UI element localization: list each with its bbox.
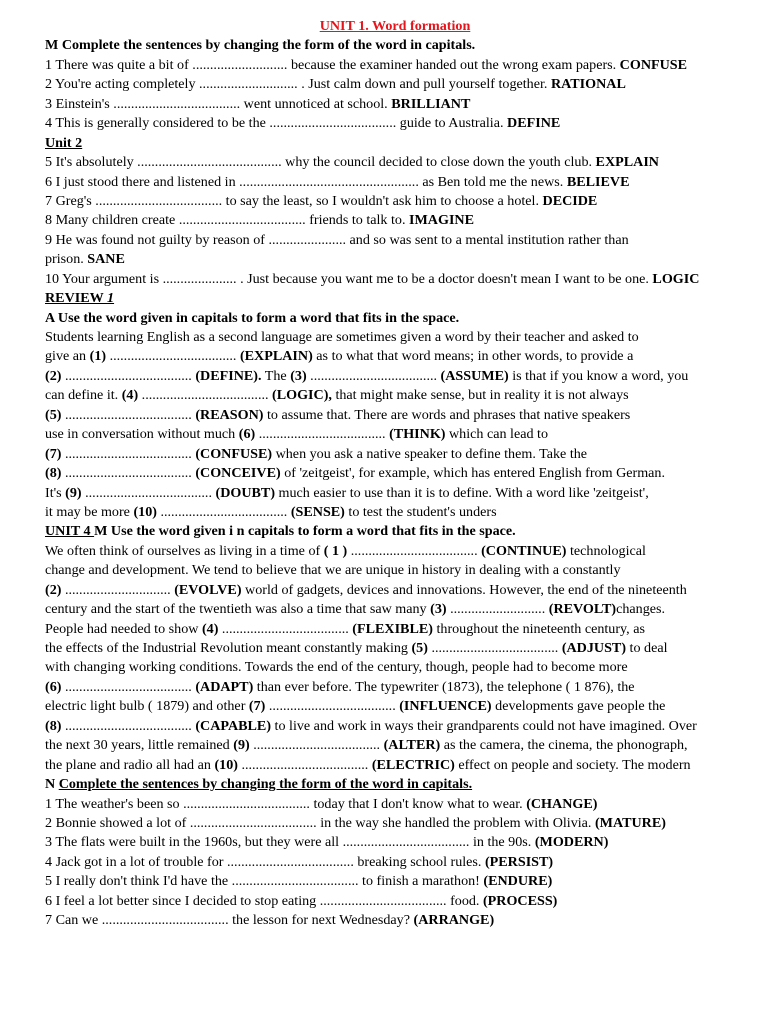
text-segment: .................................... <box>61 717 196 734</box>
text-segment: it may be more <box>45 503 134 520</box>
bold-text: (9) <box>65 484 82 501</box>
text-segment: use in conversation without much <box>45 426 239 443</box>
text-segment: of 'zeitgeist', for example, which has entered English from German. <box>280 465 665 482</box>
text-segment: 1 The weather's been so .................................... today that I don't know what to wear. <box>45 795 527 812</box>
text-segment: People had needed to show <box>45 620 202 637</box>
text-segment: .................................... <box>249 737 384 754</box>
text-segment: 4 Jack got in a lot of trouble for .................................... breaking school rules. <box>45 853 485 870</box>
bold-text: (8) <box>45 465 62 482</box>
passage-line <box>45 620 745 639</box>
text-segment: .................................... <box>237 756 372 773</box>
page-title: UNIT 1. Word formation <box>319 18 471 34</box>
bold-text: (DOUBT) <box>215 484 276 501</box>
bold-text: LOGIC <box>652 270 700 287</box>
text-segment: can define it. <box>45 387 122 404</box>
text-segment: 8 Many children create .................................... friends to talk to. <box>45 212 410 229</box>
bold-text: (CAPABLE) <box>195 717 272 734</box>
text-segment: 3 Einstein's .................................... went unnoticed at school. <box>45 95 392 112</box>
passage-line <box>45 697 745 716</box>
bold-text: (CHANGE) <box>526 795 598 812</box>
text-segment: REVIEW <box>45 290 108 307</box>
exercise-item <box>45 814 745 833</box>
bold-text: A Use the word given in capitals to form a word that fits in the space. <box>45 309 460 326</box>
text-segment: Unit 2 <box>45 134 83 151</box>
text-segment: 5 I really don't think I'd have the .................................... to finish a marathon! <box>45 873 484 890</box>
exercise-item <box>45 911 745 930</box>
passage-line <box>45 658 745 677</box>
bold-text: ( 1 ) <box>323 542 348 559</box>
bold-text: (5) <box>45 406 62 423</box>
text-segment: .................................... <box>106 348 240 365</box>
bold-text: (CONTINUE) <box>481 542 567 559</box>
unit4-heading <box>45 522 745 541</box>
bold-text: (PERSIST) <box>484 853 554 870</box>
text-segment: when you ask a native speaker to define them. Take the <box>272 445 588 462</box>
passage-line <box>45 484 745 503</box>
text-segment: 6 I feel a lot better since I decided to stop eating .................................... food. <box>45 892 483 909</box>
exercise-item <box>45 853 745 872</box>
text-segment: 6 I just stood there and listened in ................................................... as Ben told me the news. <box>45 173 567 190</box>
section-m-heading <box>45 36 745 55</box>
bold-text: (ADJUST) <box>561 640 627 656</box>
bold-text: (REVOLT) <box>548 601 617 618</box>
exercise-item <box>45 114 745 133</box>
text-segment: .................................... <box>81 484 216 501</box>
bold-text: (REASON) <box>195 406 264 423</box>
text-segment: that might make sense, but in reality it is not always <box>331 387 629 404</box>
bold-text: (THINK) <box>389 426 446 443</box>
text-segment: the next 30 years, little remained <box>45 737 234 754</box>
text-segment: ........................... <box>446 601 549 618</box>
text-segment: 7 Can we .................................... the lesson for next Wednesday? <box>45 912 414 929</box>
text-segment: is that if you know a word, you <box>508 367 689 384</box>
text-segment: It's <box>45 484 66 501</box>
bold-text: (8) <box>45 717 62 734</box>
bold-text: BELIEVE <box>566 173 630 190</box>
text-segment: 2 You're acting completely ............................ . Just calm down and pull yourself together. <box>45 76 551 93</box>
text-segment: .............................. <box>61 581 175 598</box>
bold-text: (LOGIC), <box>272 387 332 404</box>
bold-text: (5) <box>411 640 428 656</box>
text-segment: to deal <box>626 640 668 656</box>
bold-text: (6) <box>45 678 62 695</box>
bold-text: (CONFUSE) <box>195 445 273 462</box>
text-segment: .................................... <box>61 367 196 384</box>
exercise-item <box>45 75 745 94</box>
bold-text: (1) <box>89 348 107 365</box>
bold-text: (EXPLAIN) <box>239 348 313 365</box>
passage-line <box>45 581 745 600</box>
review-heading <box>45 289 745 308</box>
text-segment: throughout the nineteenth century, as <box>432 620 645 637</box>
bold-text: (2) <box>45 581 62 598</box>
text-segment: .................................... <box>61 465 196 482</box>
text-segment: .................................... <box>61 678 196 695</box>
text-segment: the effects of the Industrial Revolution meant constantly making <box>45 640 412 656</box>
text-segment: 3 The flats were built in the 1960s, but they were all .................................... in the 90s. <box>45 834 535 851</box>
bold-text: (2) <box>45 367 62 384</box>
passage-line <box>45 328 745 347</box>
passage-line <box>45 503 745 522</box>
exercise-item <box>45 211 745 230</box>
text-segment: than ever before. The typewriter (1873), the telephone ( 1 876), the <box>253 678 635 695</box>
passage-line <box>45 600 745 619</box>
bold-text: RATIONAL <box>550 76 626 93</box>
text-segment: world of gadgets, devices and innovations. However, the end of the nineteenth <box>241 581 687 598</box>
text-segment: with changing working conditions. Towards the end of the century, though, people had to become more <box>45 659 628 676</box>
text-segment: The <box>261 367 291 384</box>
text-segment: as the camera, the cinema, the phonograph, <box>440 737 688 754</box>
text-format <box>45 290 114 306</box>
bold-text: (CONCEIVE) <box>195 465 281 482</box>
exercise-item <box>45 892 745 911</box>
bold-text: (DEFINE). <box>195 367 262 384</box>
bold-text: (INFLUENCE) <box>399 698 492 715</box>
text-segment: century and the start of the twentieth was also a time that saw many <box>45 601 431 618</box>
text-segment: .................................... <box>306 367 441 384</box>
bold-text: DEFINE <box>507 115 561 132</box>
text-segment: .................................... <box>138 387 273 404</box>
exercise-item <box>45 872 745 891</box>
text-segment: to assume that. There are words and phrases that native speakers <box>263 406 631 423</box>
bold-text: (7) <box>45 445 62 462</box>
text-segment: 2 Bonnie showed a lot of .................................... in the way she handled the problem with Olivia. <box>45 814 595 831</box>
passage-line <box>45 756 745 775</box>
text-segment: .................................... <box>218 620 353 637</box>
section-n-heading <box>45 775 745 794</box>
review-instruction <box>45 309 745 328</box>
text-segment: 5 It's absolutely ......................................... why the council decided to close down the youth club. <box>45 154 596 171</box>
bold-text: (ALTER) <box>383 737 441 754</box>
text-segment: .................................... <box>347 542 482 559</box>
text-segment: electric light bulb ( 1879) and other <box>45 698 249 715</box>
bold-text: DECIDE <box>542 192 598 209</box>
exercise-item-continued <box>45 250 745 269</box>
bold-text: (9) <box>233 737 250 754</box>
passage-line <box>45 425 745 444</box>
bold-text: (PROCESS) <box>482 892 558 909</box>
text-segment: effect on people and society. The modern <box>454 756 691 773</box>
text-segment: N <box>45 776 59 793</box>
passage-line <box>45 717 745 736</box>
text-segment: .................................... <box>61 406 196 423</box>
bold-text: (SENSE) <box>290 503 345 520</box>
passage-line <box>45 386 745 405</box>
text-segment: much easier to use than it is to define. With a word like 'zeitgeist', <box>275 484 649 501</box>
bold-text: (ADAPT) <box>195 678 254 695</box>
text-segment: M Use the word given i n capitals to form a word that fits in the space. <box>94 523 516 540</box>
bold-text: SANE <box>87 251 125 268</box>
text-segment: to live and work in ways their grandparents could not have imagined. Over <box>271 717 697 734</box>
bold-text: BRILLIANT <box>391 95 471 112</box>
bold-text: (3) <box>430 601 447 618</box>
bold-text: (ENDURE) <box>483 873 553 890</box>
passage-line <box>45 542 745 561</box>
text-format <box>45 776 472 792</box>
bold-text: (10) <box>214 756 238 773</box>
text-format <box>45 523 516 539</box>
passage-line <box>45 639 745 658</box>
bold-text: (6) <box>238 426 256 443</box>
exercise-item <box>45 173 745 192</box>
text-segment: 7 Greg's .................................... to say the least, so I wouldn't ask him to choose a hotel. <box>45 192 543 209</box>
bold-text: IMAGINE <box>409 212 475 229</box>
bold-text: (ASSUME) <box>440 367 509 384</box>
passage-line <box>45 406 745 425</box>
exercise-item <box>45 231 745 250</box>
exercise-item <box>45 833 745 852</box>
bold-text: (FLEXIBLE) <box>352 620 433 637</box>
worksheet <box>45 17 745 931</box>
unit2-heading <box>45 134 745 153</box>
bold-text: (EVOLVE) <box>174 581 242 598</box>
bold-text: (7) <box>248 698 266 715</box>
text-segment: prison. <box>45 251 88 268</box>
text-segment: Students learning English as a second language are sometimes given a word by their teacher and asked to <box>45 329 639 345</box>
text-segment: 10 Your argument is ..................... . Just because you want me to be a doctor doesn't mean I want to be one. <box>45 270 653 287</box>
text-segment: the plane and radio all had an <box>45 756 215 773</box>
text-segment: 4 This is generally considered to be the .................................... guide to Australia. <box>45 115 508 132</box>
bold-text: (ARRANGE) <box>413 912 495 929</box>
text-segment: UNIT 4 <box>45 523 95 540</box>
exercise-item <box>45 56 745 75</box>
text-segment: change and development. We tend to believe that we are unique in history in dealing with a constantly <box>45 562 621 579</box>
text-segment: technological <box>566 542 646 559</box>
passage-line <box>45 445 745 464</box>
text-segment: .................................... <box>156 503 291 520</box>
passage-line <box>45 736 745 755</box>
text-segment: 1 There was quite a bit of ........................... because the examiner handed out the wrong exam papers. <box>45 56 620 73</box>
text-segment: which can lead to <box>445 426 548 443</box>
passage-line <box>45 367 745 386</box>
passage-line <box>45 347 745 366</box>
bold-text: EXPLAIN <box>595 154 659 171</box>
text-segment: changes. <box>616 601 666 618</box>
text-segment: as to what that word means; in other words, to provide a <box>312 348 634 365</box>
text-segment: 1 <box>107 290 115 307</box>
exercise-item <box>45 270 745 289</box>
text-segment: .................................... <box>427 640 562 656</box>
bold-text: (ELECTRIC) <box>371 756 455 773</box>
passage-line <box>45 464 745 483</box>
text-segment: 9 He was found not guilty by reason of ...................... and so was sent to a mental institution rather than <box>45 231 629 248</box>
exercise-item <box>45 192 745 211</box>
text-segment: developments gave people the <box>491 698 666 715</box>
text-format <box>45 290 114 306</box>
exercise-item <box>45 795 745 814</box>
bold-text: CONFUSE <box>619 56 688 73</box>
text-segment: We often think of ourselves as living in a time of <box>45 542 324 559</box>
bold-text: (3) <box>290 367 307 384</box>
text-segment: give an <box>45 348 90 365</box>
text-segment: .................................... <box>265 698 400 715</box>
bold-text: M Complete the sentences by changing the form of the word in capitals. <box>45 37 476 54</box>
exercise-item <box>45 153 745 172</box>
bold-text: (MODERN) <box>534 834 609 851</box>
bold-text: (10) <box>133 503 157 520</box>
text-segment: .................................... <box>61 445 196 462</box>
passage-line <box>45 561 745 580</box>
passage-line <box>45 678 745 697</box>
text-segment: to test the student's unders <box>344 503 497 520</box>
bold-text: (4) <box>201 620 219 637</box>
bold-text: (MATURE) <box>594 814 666 831</box>
text-format <box>45 135 82 151</box>
bold-text: (4) <box>121 387 139 404</box>
exercise-item <box>45 95 745 114</box>
text-segment: .................................... <box>255 426 390 443</box>
text-segment: Complete the sentences by changing the form of the word in capitals. <box>58 776 473 793</box>
